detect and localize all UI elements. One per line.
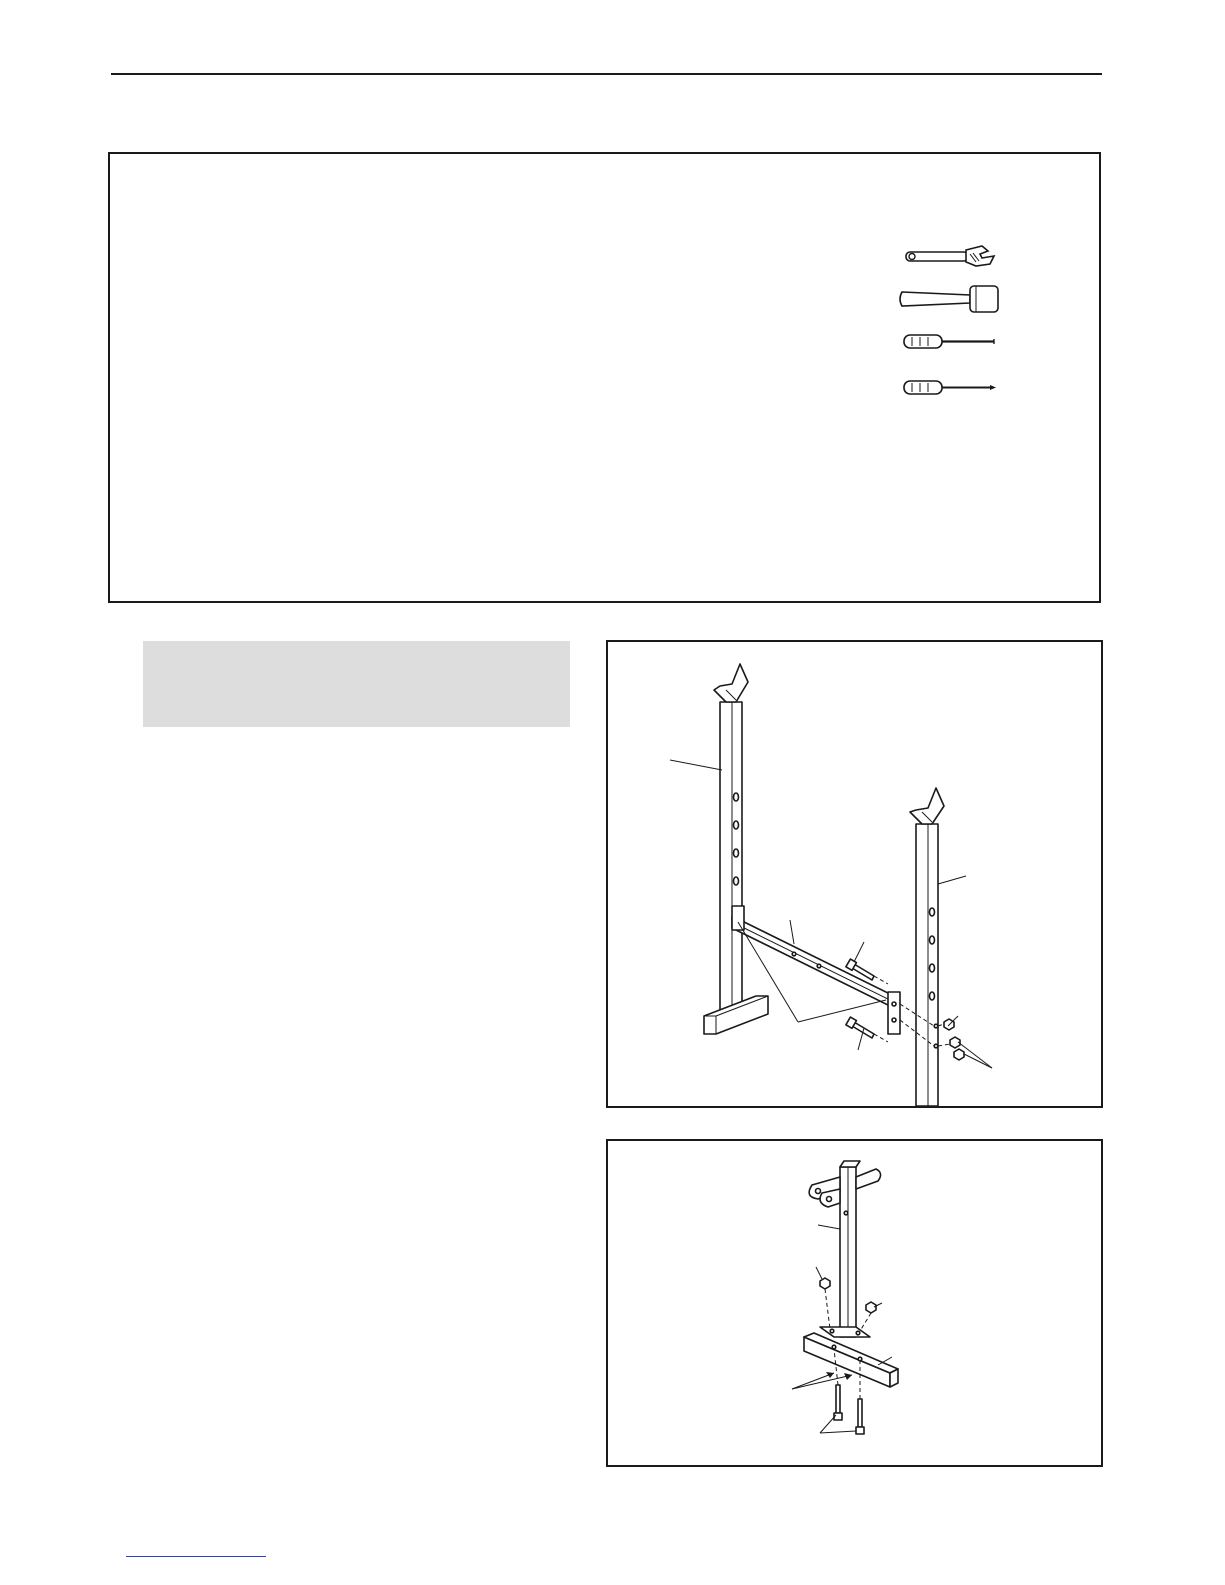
- footer-link-underline[interactable]: [126, 1556, 266, 1557]
- assembly-figure-1: [606, 640, 1103, 1108]
- phillips-screwdriver-icon: [890, 378, 1010, 398]
- note-shaded-bar: [143, 641, 570, 727]
- upright-crossbar-diagram: [608, 642, 1101, 1106]
- tools-list: [890, 236, 1020, 406]
- adjustable-wrench-icon: [890, 242, 1000, 270]
- rubber-mallet-icon: [890, 282, 1010, 316]
- header-rule: [111, 73, 1102, 75]
- assembly-figure-2: [606, 1139, 1103, 1467]
- flat-screwdriver-icon: [890, 332, 1010, 352]
- upright-base-diagram: [608, 1141, 1101, 1465]
